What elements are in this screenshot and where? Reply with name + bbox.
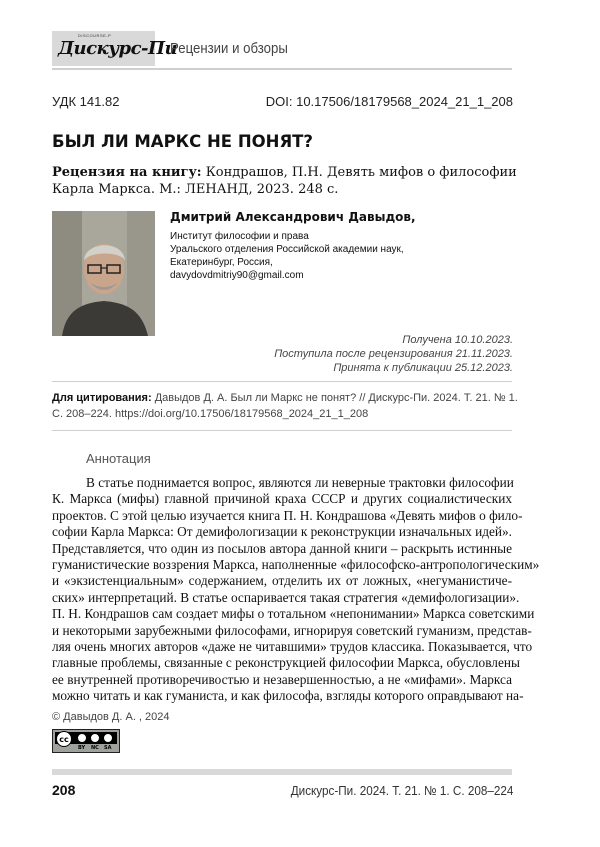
received-date: Получена 10.10.2023. [402,334,513,346]
article-title: БЫЛ ЛИ МАРКС НЕ ПОНЯТ? [52,132,314,151]
footer-divider [52,769,512,775]
cc-nc-icon [90,733,100,743]
abstract-line: ляя очень многих авторов «даже не читавшими» трудов классика. Показывается, что [52,639,533,655]
citation-block [52,390,518,422]
abstract-heading: Аннотация [86,451,151,466]
author-location: Екатеринбург, Россия, [170,257,273,268]
udk-code: УДК 141.82 [52,94,120,109]
revised-date: Поступила после рецензирования 21.11.2023. [274,348,513,360]
copyright-notice: © Давыдов Д. А. , 2024 [52,711,170,723]
abstract-line: и «экзистенциальным» содержанием, отделить их от ложных, «негуманистиче- [52,573,512,589]
logo-text: Дискурс-Пи [58,38,178,59]
page-number: 208 [52,782,76,798]
citation-text[interactable]: Давыдов Д. А. Был ли Маркс не понят? // Дискурс-Пи. 2024. Т. 21. № 1. С. 208–224. https://doi.org/10.17506/18179568_2024_21_1_208 [52,392,518,420]
abstract-line: ских» интерпретаций. В статье оспаривается такая стратегия «демифологизации». [52,589,520,605]
abstract-line: Представляется, что один из посылов автора данной книги – раскрыть истинные [52,540,512,556]
citation-divider-top [52,381,512,382]
abstract-line: В статье поднимается вопрос, являются ли неверные трактовки философии [86,475,514,490]
section-title: Рецензии и обзоры [170,40,288,57]
doi-link[interactable]: DOI: 10.17506/18179568_2024_21_1_208 [265,94,513,109]
review-reference [52,164,522,198]
abstract-line: П. Н. Кондрашов сам создает мифы о тотальном «непонимании» Маркса советскими [52,606,535,622]
journal-reference: Дискурс-Пи. 2024. Т. 21. № 1. С. 208–224 [290,783,513,798]
review-text: Кондрашов, П.Н. Девять мифов о философии Карла Маркса. М.: ЛЕНАНД, 2023. 248 с. [52,165,517,197]
review-label: Рецензия на книгу: [52,165,202,180]
author-portrait-icon [52,211,155,336]
abstract-line: К. Маркса (мифы) главной причиной краха СССР и других социалистических [52,491,512,507]
author-email-link[interactable]: davydovdmitriy90@gmail.com [170,270,304,281]
citation-label: Для цитирования: [52,392,152,404]
author-photo [52,211,155,336]
abstract-line: проектов. С этой целью изучается книга П. Н. Кондрашова «Девять мифов о фило- [52,507,523,523]
cc-sa-icon [103,733,113,743]
cc-by-label: BY [78,745,86,751]
cc-nc-label: NC [91,745,99,751]
abstract-line: и некоторыми зарубежными философами, игнорируя советский гуманизм, представ- [52,622,532,638]
abstract-line: главные проблемы, связанные с реконструкцией философии Маркса, обусловлены [52,655,520,671]
abstract-line: можно читать и как гуманиста, и как философа, взгляды которого оправдывают на- [52,688,524,704]
abstract-line: софии Карла Маркса: От демифологизации к реконструкции изначальных идей». [52,524,513,540]
author-affiliation-line: Уральского отделения Российской академии наук, [170,244,404,255]
cc-sa-label: SA [104,745,112,751]
author-affiliation-line: Институт философии и права [170,231,309,242]
cc-by-icon [77,733,87,743]
cc-logo-icon: cc [56,731,72,747]
logo-subtitle: DISCOURSE-P [78,33,112,38]
abstract-line: гуманистические воззрения Маркса, наполненные «философско-антропологическим» [52,557,540,573]
author-name: Дмитрий Александрович Давыдов, [170,210,416,224]
header-divider [52,68,512,70]
abstract-body [52,475,540,705]
accepted-date: Принята к публикации 25.12.2023. [333,362,513,374]
abstract-line: ее внутренней противоречивостью и незавершенностью, а не «мифами». Маркса [52,671,512,687]
cc-license-badge[interactable] [52,729,120,753]
citation-divider-bottom [52,430,512,431]
